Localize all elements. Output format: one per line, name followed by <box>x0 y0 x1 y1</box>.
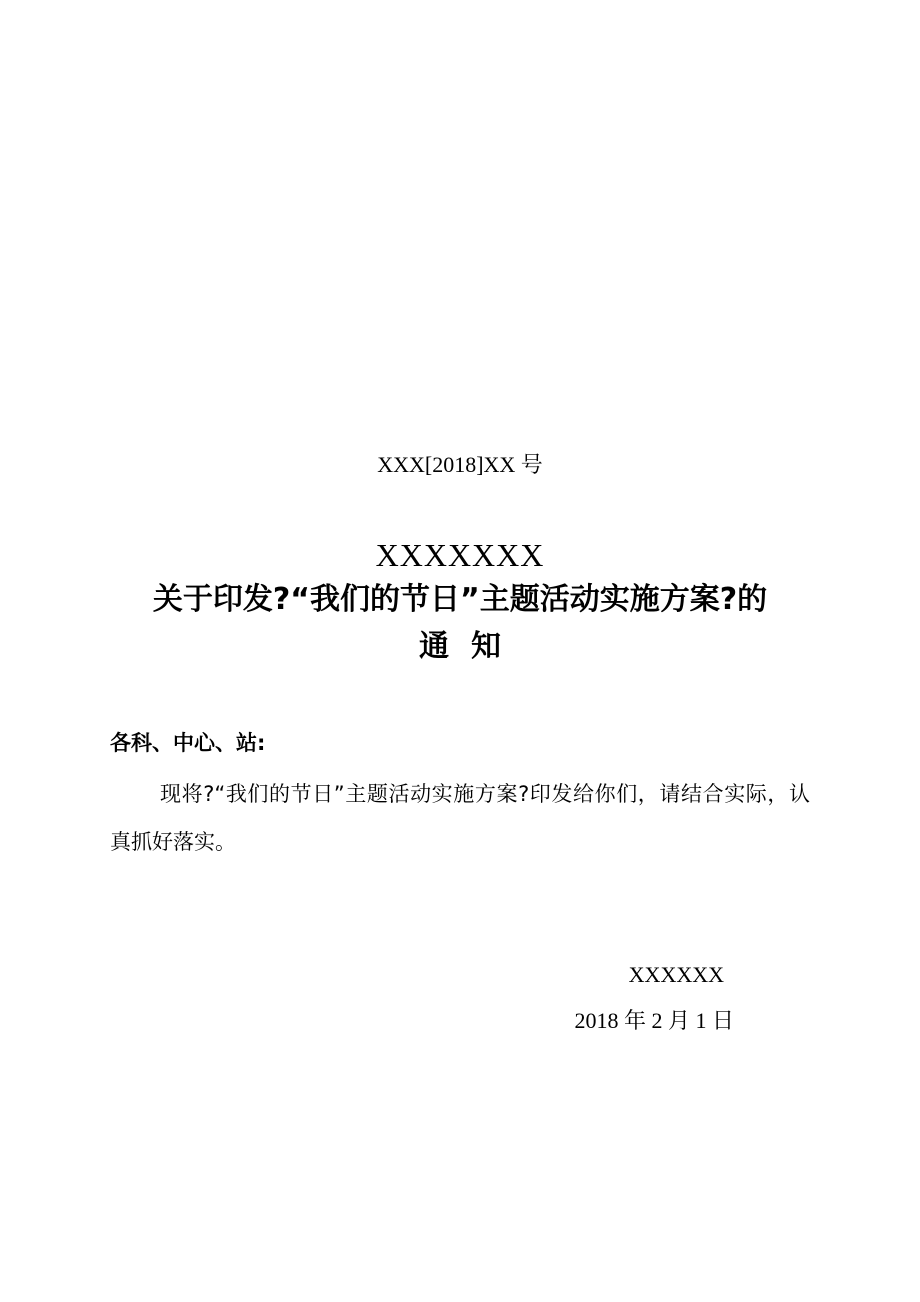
document-number: XXX[2018]XX 号 <box>377 452 543 477</box>
signature-organization: XXXXXX <box>628 962 724 987</box>
document-title-line-1: 关于印发?“我们的节日”主题活动实施方案?的 <box>152 582 768 617</box>
issue-date: 2018 年 2 月 1 日 <box>574 1008 734 1033</box>
salutation: 各科、中心、站: <box>110 731 266 755</box>
organization-name: XXXXXXX <box>375 537 545 573</box>
body-paragraph: 现将?“我们的节日”主题活动实施方案?印发给你们，请结合实际，认真抓好落实。 <box>110 782 810 854</box>
document-title-line-2: 通知 <box>419 629 523 664</box>
